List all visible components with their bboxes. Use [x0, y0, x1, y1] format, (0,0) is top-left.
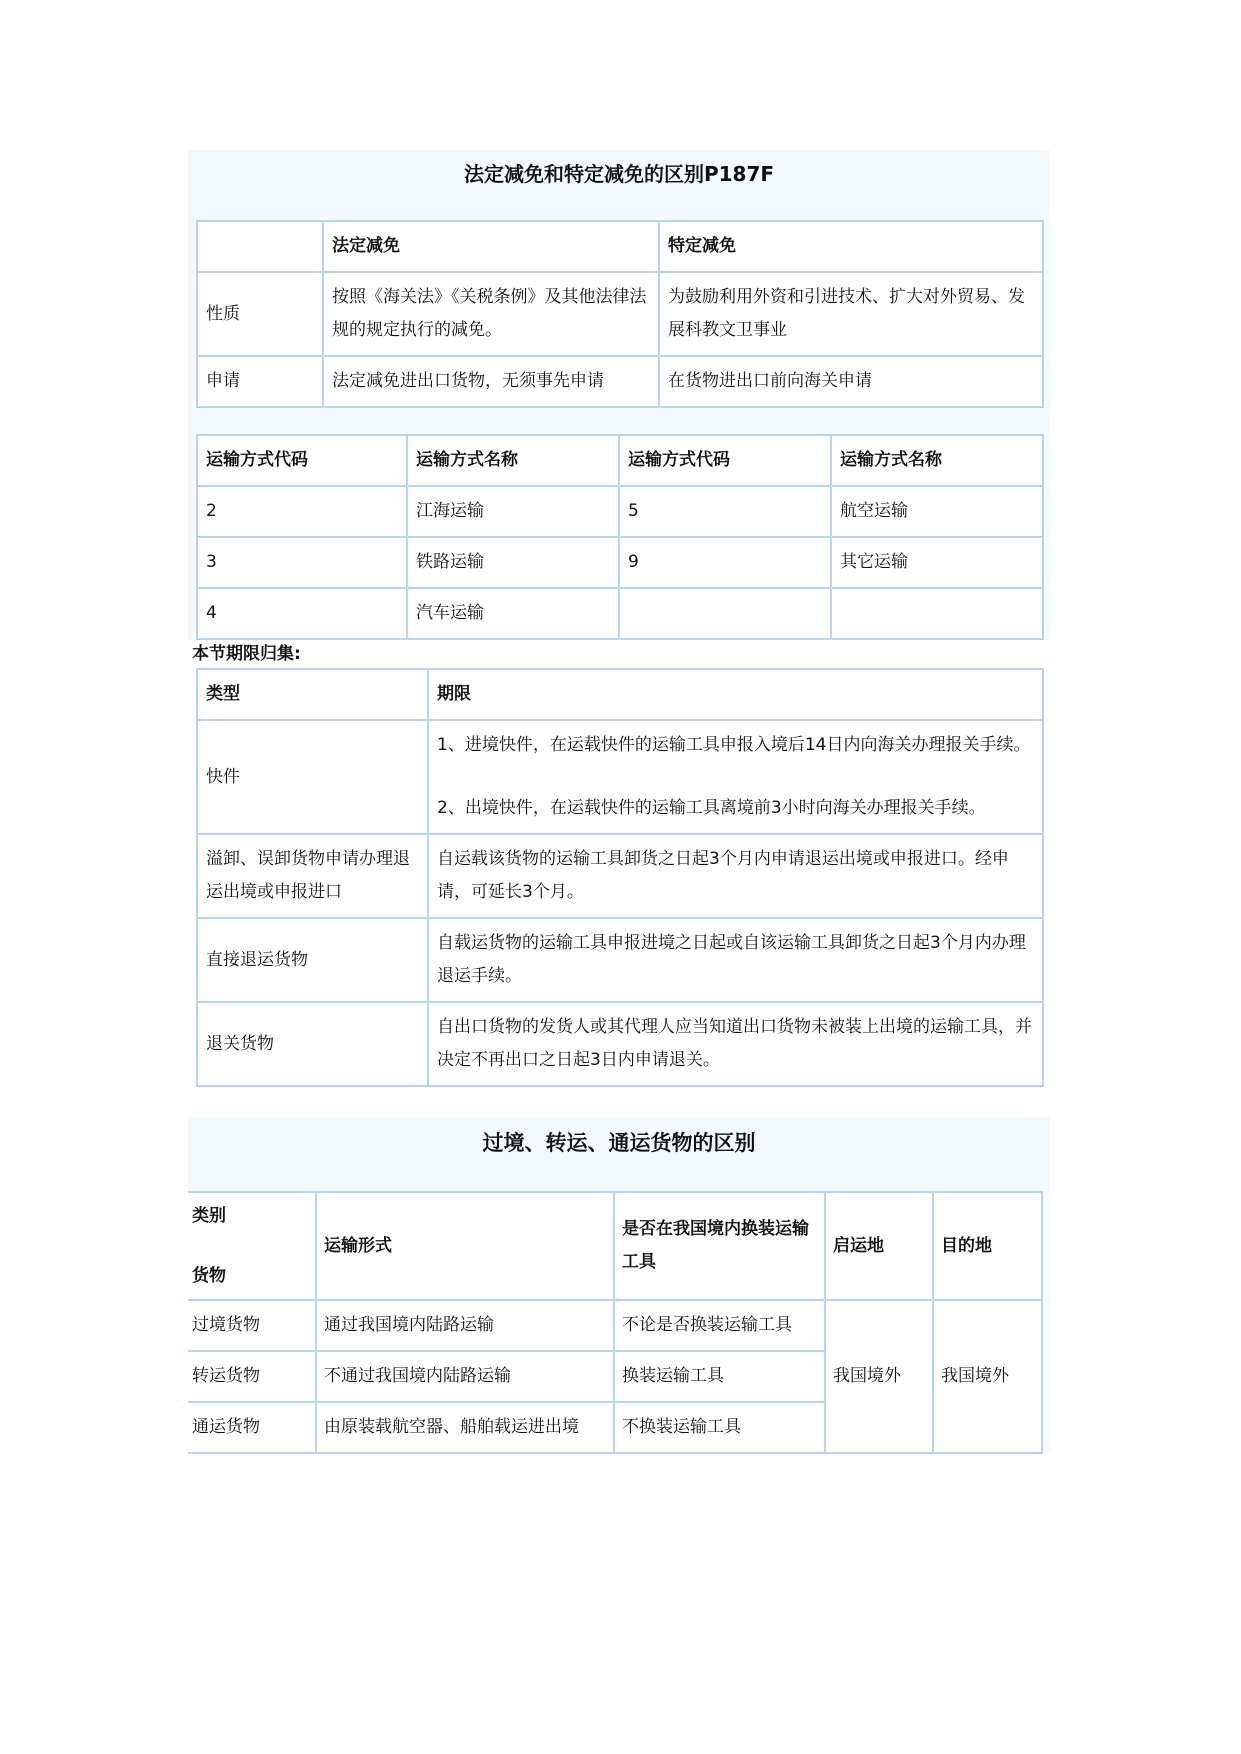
- table-row: [197, 272, 1043, 356]
- table-header-cell: 期限: [428, 669, 1043, 720]
- table-cell: 不换装运输工具: [614, 1402, 825, 1453]
- table-row: [197, 486, 1043, 537]
- table-header-cell: 是否在我国境内换装运输工具: [614, 1192, 825, 1300]
- table-cell: 航空运输: [831, 486, 1043, 537]
- table-row: [197, 720, 1043, 834]
- paragraph: 2、出境快件，在运载快件的运输工具离境前3小时向海关办理报关手续。: [437, 798, 986, 818]
- table-header-cell: 运输方式代码: [197, 435, 407, 486]
- table-cell: 5: [619, 486, 831, 537]
- table-row: [197, 356, 1043, 407]
- section-transit-goods: [188, 1117, 1050, 1454]
- table-header-cell: 运输方式名称: [831, 435, 1043, 486]
- table-cell: 过境货物: [188, 1300, 316, 1351]
- table-cell: 在货物进出口前向海关申请: [659, 356, 1043, 407]
- table-corner-cell: [188, 1192, 316, 1300]
- table-header-cell: 法定减免: [323, 221, 659, 272]
- table-cell: 通运货物: [188, 1402, 316, 1453]
- table-cell: 3: [197, 537, 407, 588]
- table-cell: 按照《海关法》《关税条例》及其他法律法规的规定执行的减免。: [323, 272, 659, 356]
- table-header-row: [197, 669, 1043, 720]
- exemption-table: [196, 220, 1044, 408]
- destination-cell: 我国境外: [933, 1300, 1042, 1453]
- section-title: 过境、转运、通运货物的区别: [482, 1131, 756, 1155]
- table-cell: 铁路运输: [407, 537, 619, 588]
- deadline-table: [196, 668, 1044, 1087]
- table-cell: [619, 588, 831, 639]
- paragraph: 1、进境快件，在运载快件的运输工具申报入境后14日内向海关办理报关手续。: [437, 735, 1031, 755]
- section-legal-exemption: [188, 150, 1050, 640]
- table-cell: 申请: [197, 356, 323, 407]
- table-row: [197, 918, 1043, 1002]
- table-cell: 汽车运输: [407, 588, 619, 639]
- table-header-cell: [197, 221, 323, 272]
- table-cell: 直接退运货物: [197, 918, 428, 1002]
- table-header-cell: 运输方式名称: [407, 435, 619, 486]
- table-cell: 不通过我国境内陆路运输: [316, 1351, 614, 1402]
- table-row: [197, 537, 1043, 588]
- table-row: [197, 834, 1043, 918]
- table-cell: 溢卸、误卸货物申请办理退运出境或申报进口: [197, 834, 428, 918]
- table-cell: 法定减免进出口货物，无须事先申请: [323, 356, 659, 407]
- table-cell: 性质: [197, 272, 323, 356]
- table-header-row: [197, 435, 1043, 486]
- table-header-cell: 启运地: [825, 1192, 933, 1300]
- table-header-cell: 特定减免: [659, 221, 1043, 272]
- transit-goods-table: [188, 1191, 1043, 1454]
- transport-code-table: [196, 434, 1044, 640]
- table-cell: 2: [197, 486, 407, 537]
- table-cell: [831, 588, 1043, 639]
- table-row: [188, 1300, 1042, 1351]
- table-cell: 为鼓励利用外资和引进技术、扩大对外贸易、发展科教文卫事业: [659, 272, 1043, 356]
- table-cell: 转运货物: [188, 1351, 316, 1402]
- corner-bottom-label: 货物: [192, 1266, 226, 1286]
- table-cell: 自载运货物的运输工具申报进境之日起或自该运输工具卸货之日起3个月内办理退运手续。: [428, 918, 1043, 1002]
- table-cell: 江海运输: [407, 486, 619, 537]
- table-cell: 通过我国境内陆路运输: [316, 1300, 614, 1351]
- table-header-cell: 运输形式: [316, 1192, 614, 1300]
- table-cell: 其它运输: [831, 537, 1043, 588]
- table-row: [197, 1002, 1043, 1086]
- table-header-row: [188, 1192, 1042, 1300]
- table-cell: 自出口货物的发货人或其代理人应当知道出口货物未被装上出境的运输工具，并决定不再出口之日起3日内申请退关。: [428, 1002, 1043, 1086]
- table-cell: [428, 720, 1043, 834]
- table-cell: 由原装载航空器、船舶载运进出境: [316, 1402, 614, 1453]
- section-note: 本节期限归集:: [188, 640, 1050, 668]
- table-cell: 快件: [197, 720, 428, 834]
- table-header-cell: 目的地: [933, 1192, 1042, 1300]
- table-header-row: [197, 221, 1043, 272]
- table-header-cell: 类型: [197, 669, 428, 720]
- origin-cell: 我国境外: [825, 1300, 933, 1453]
- corner-top-label: 类别: [192, 1206, 226, 1226]
- table-cell: 换装运输工具: [614, 1351, 825, 1402]
- document-page: [188, 150, 1050, 1454]
- table-cell: 不论是否换装运输工具: [614, 1300, 825, 1351]
- section-title: 法定减免和特定减免的区别P187F: [463, 162, 775, 186]
- table-cell: 退关货物: [197, 1002, 428, 1086]
- table-header-cell: 运输方式代码: [619, 435, 831, 486]
- table-cell: 9: [619, 537, 831, 588]
- table-cell: 自运载该货物的运输工具卸货之日起3个月内申请退运出境或申报进口。经申请，可延长3个月。: [428, 834, 1043, 918]
- table-row: [197, 588, 1043, 639]
- table-cell: 4: [197, 588, 407, 639]
